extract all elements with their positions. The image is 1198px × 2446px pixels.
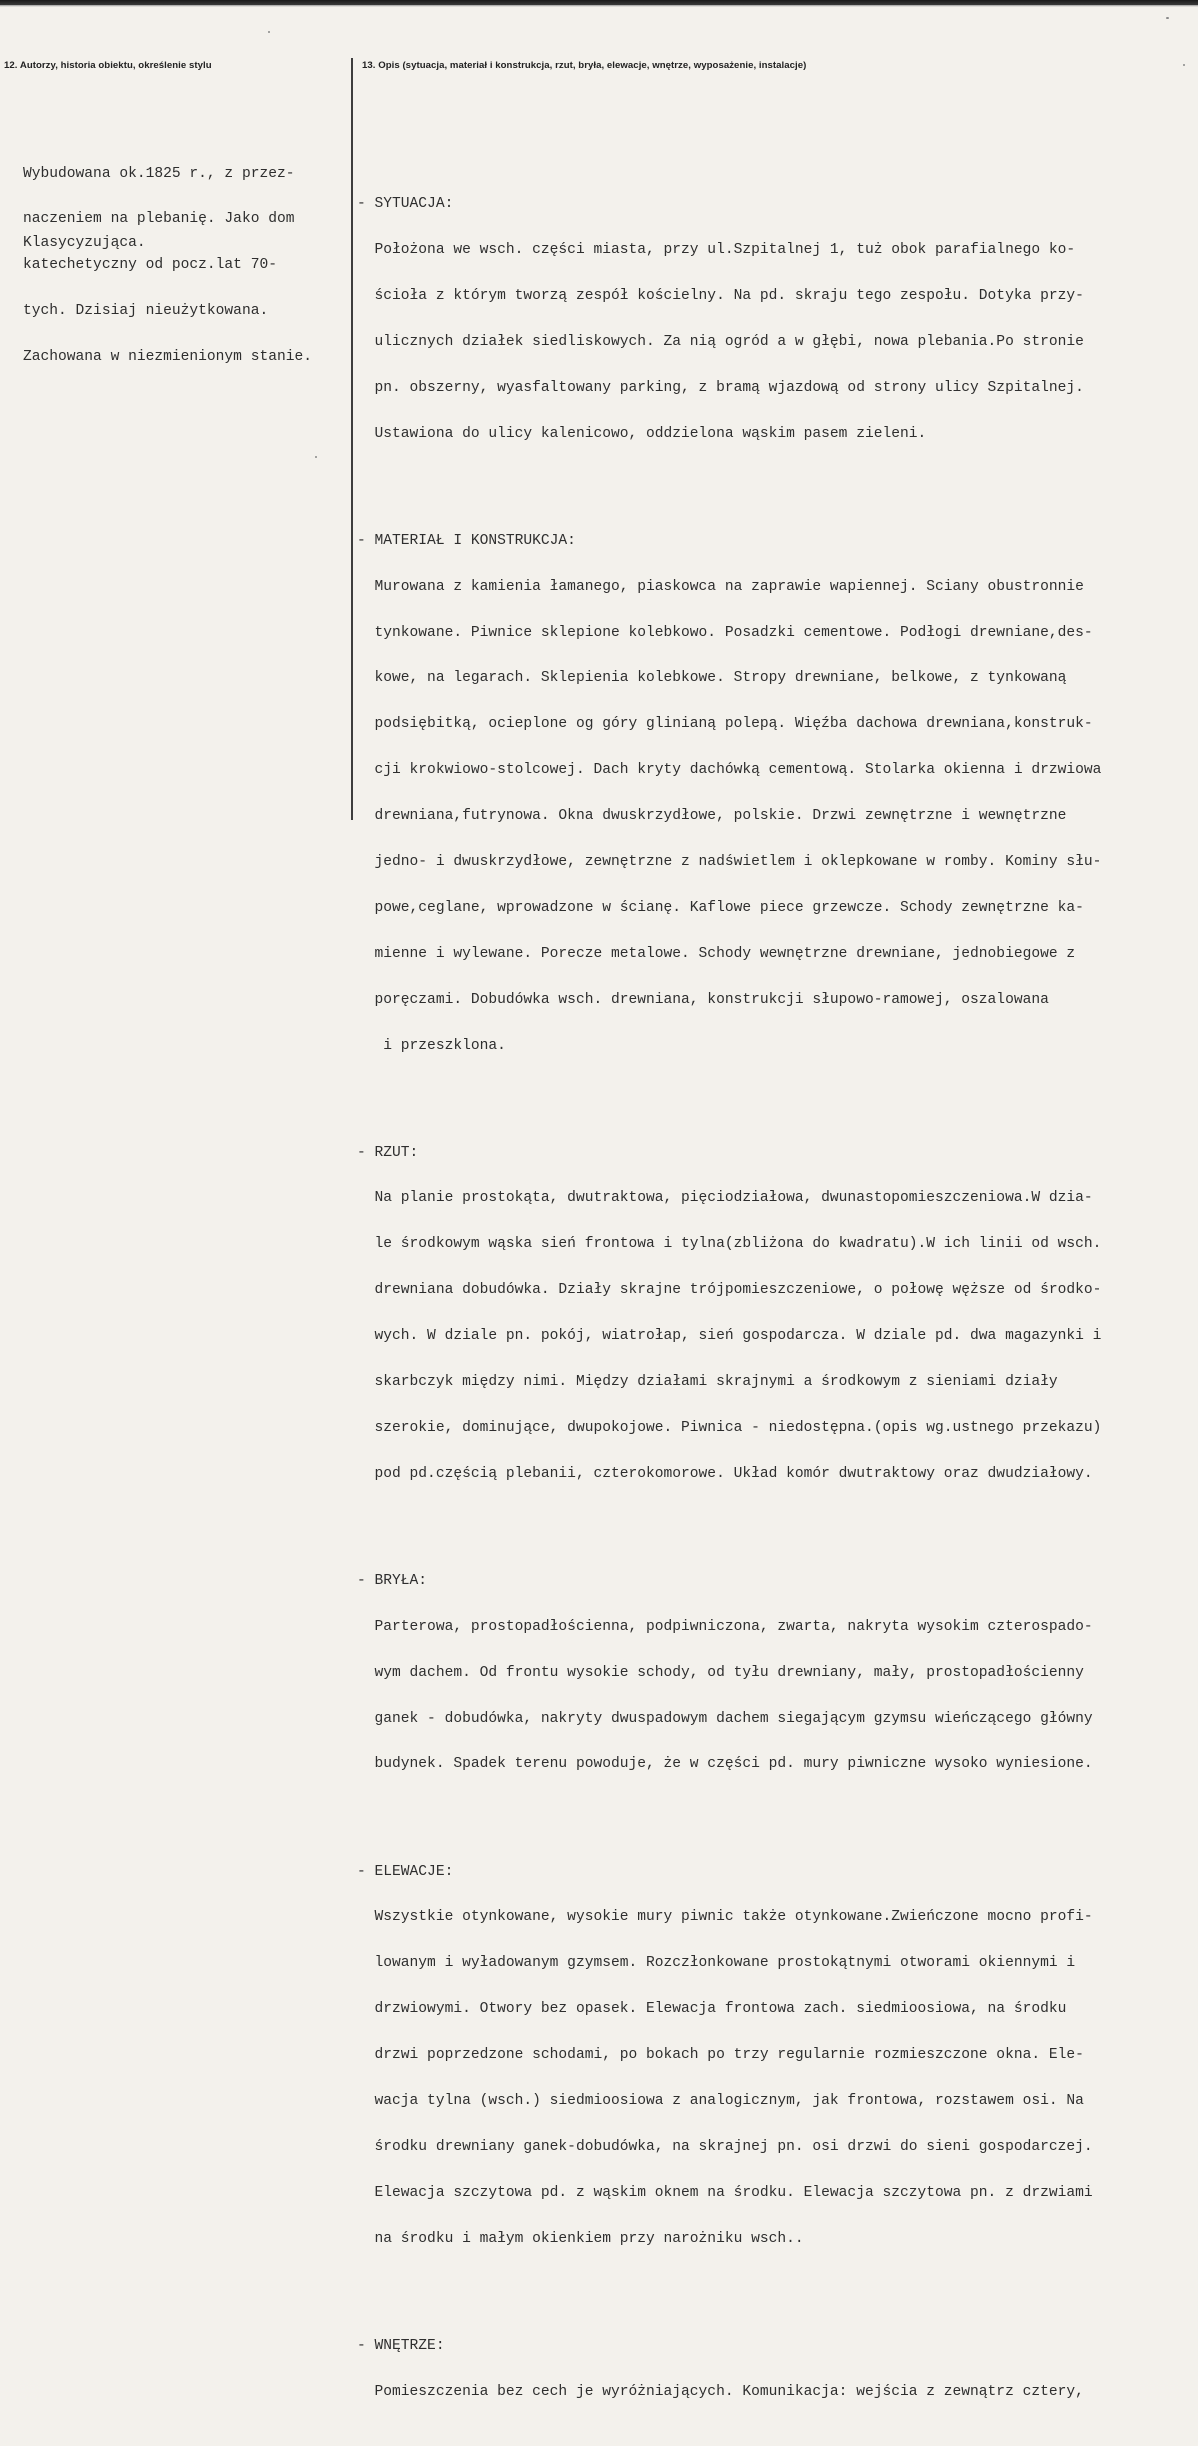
section-line: powe,ceglane, wprowadzone w ścianę. Kaflowe piece grzewcze. Schody zewnętrzne ka- (357, 899, 1084, 916)
section-sytuacja (357, 167, 1198, 473)
section-elewacje (357, 1834, 1198, 2278)
section-line: szerokie, dominujące, dwupokojowe. Piwnica - niedostępna.(opis wg.ustnego przekazu) (357, 1419, 1102, 1436)
section-material (357, 503, 1198, 1084)
section-line: Wszystkie otynkowane, wysokie mury piwnic także otynkowane.Zwieńczone mocno profi- (357, 1909, 1093, 1926)
section-heading: - ELEWACJE: (357, 1863, 454, 1880)
section-line: i przeszklona. (357, 1037, 506, 1054)
section-line: tynkowane. Piwnice sklepione kolebkowo. Posadzki cementowe. Podłogi drewniane,des- (357, 624, 1093, 641)
section-line: podsiębitką, ocieplone og góry glinianą polepą. Więźba dachowa drewniana,konstruk- (357, 716, 1093, 733)
object-history (23, 136, 312, 381)
section-heading: - BRYŁA: (357, 1572, 428, 1589)
history-line: Wybudowana ok.1825 r., z przez- (23, 165, 295, 182)
section-line: kowe, na legarach. Sklepienia kolebkowe. Stropy drewniane, belkowe, z tynkowaną (357, 670, 1067, 687)
scan-speck (1183, 64, 1185, 66)
section-rzut (357, 1115, 1198, 1513)
style-label: Klasycyzująca. (23, 235, 146, 251)
section-line: budynek. Spadek terenu powoduje, że w części pd. mury piwniczne wysoko wyniesione. (357, 1756, 1093, 1773)
section-line: Murowana z kamienia łamanego, piaskowca na zaprawie wapiennej. Sciany obustronnie (357, 578, 1084, 595)
history-line: naczeniem na plebanię. Jako dom (23, 211, 295, 228)
section-line: lowanym i wyładowanym gzymsem. Rozczłonkowane prostokątnymi otworami okiennymi i (357, 1955, 1076, 1972)
section-line: wych. W dziale pn. pokój, wiatrołap, sień gospodarcza. W dziale pd. dwa magazynki i (357, 1328, 1102, 1345)
scan-speck (1166, 17, 1169, 19)
section-line: poręczami. Dobudówka wsch. drewniana, konstrukcji słupowo-ramowej, oszalowana (357, 991, 1049, 1008)
section-line: Parterowa, prostopadłościenna, podpiwniczona, zwarta, nakryta wysokim czterospado- (357, 1618, 1093, 1635)
section-line: drzwiowymi. Otwory bez opasek. Elewacja frontowa zach. siedmioosiowa, na środku (357, 2001, 1067, 2018)
section-line: ganek - dobudówka, nakryty dwuspadowym dachem siegającym gzymsu wieńczącego główny (357, 1710, 1093, 1727)
section-line: drewniana dobudówka. Działy skrajne trójpomieszczeniowe, o połowę węższe od środko- (357, 1282, 1102, 1299)
section-line: Ustawiona do ulicy kalenicowo, oddzielona wąskim pasem zieleni. (357, 425, 927, 442)
section-line: Położona we wsch. części miasta, przy ul.Szpitalnej 1, tuż obok parafialnego ko- (357, 242, 1076, 259)
history-line: tych. Dzisiaj nieużytkowana. (23, 303, 269, 320)
section-line: le środkowym wąska sień frontowa i tylna(zbliżona do kwadratu).W ich linii od wsch. (357, 1236, 1102, 1253)
scan-edge-top (0, 0, 1198, 5)
description-column (357, 136, 1198, 2446)
section-bryla (357, 1543, 1198, 1803)
section-line: pod pd.częścią plebanii, czterokomorowe. Układ komór dwutraktowy oraz dwudziałowy. (357, 1465, 1093, 1482)
section-wnetrze (357, 2308, 1198, 2430)
section-line: drewniana,futrynowa. Okna dwuskrzydłowe, polskie. Drzwi zewnętrzne i wewnętrzne (357, 808, 1067, 825)
section-13-header: 13. Opis (sytuacja, materiał i konstrukcja, rzut, bryła, elewacje, wnętrze, wyposażenie, instalacje) (362, 60, 807, 71)
section-line: Elewacja szczytowa pd. z wąskim oknem na środku. Elewacja szczytowa pn. z drzwiami (357, 2184, 1093, 2201)
section-line: jedno- i dwuskrzydłowe, zewnętrzne z nadświetlem i oklepkowane w romby. Kominy słu- (357, 853, 1102, 870)
scan-speck (315, 456, 317, 458)
history-line: Zachowana w niezmienionym stanie. (23, 349, 313, 366)
section-line: środku drewniany ganek-dobudówka, na skrajnej pn. osi drzwi do sieni gospodarczej. (357, 2138, 1093, 2155)
section-12-header: 12. Autorzy, historia obiektu, określenie stylu (4, 60, 212, 71)
section-line: na środku i małym okienkiem przy narożniku wsch.. (357, 2230, 804, 2247)
history-line: katechetyczny od pocz.lat 70- (23, 257, 277, 274)
section-line: wym dachem. Od frontu wysokie schody, od tyłu drewniany, mały, prostopadłościenny (357, 1664, 1084, 1681)
section-line: mienne i wylewane. Porecze metalowe. Schody wewnętrzne drewniane, jednobiegowe z (357, 945, 1076, 962)
section-line: Pomieszczenia bez cech je wyróżniających. Komunikacja: wejścia z zewnątrz cztery, (357, 2383, 1084, 2400)
section-line: ścioła z którym tworzą zespół kościelny. Na pd. skraju tego zespołu. Dotyka przy- (357, 287, 1084, 304)
section-line: skarbczyk między nimi. Między działami skrajnymi a środkowym z sieniami działy (357, 1374, 1058, 1391)
section-line: pn. obszerny, wyasfaltowany parking, z bramą wjazdową od strony ulicy Szpitalnej. (357, 379, 1084, 396)
section-line: Na planie prostokąta, dwutraktowa, pięciodziałowa, dwunastopomieszczeniowa.W dzia- (357, 1190, 1093, 1207)
section-heading: - RZUT: (357, 1144, 419, 1161)
section-heading: - WNĘTRZE: (357, 2337, 445, 2354)
section-line: drzwi poprzedzone schodami, po bokach po trzy regularnie rozmieszczone okna. Ele- (357, 2047, 1084, 2064)
section-line: wacja tylna (wsch.) siedmioosiowa z analogicznym, jak frontowa, rozstawem osi. Na (357, 2093, 1084, 2109)
section-heading: - SYTUACJA: (357, 196, 454, 213)
section-heading: - MATERIAŁ I KONSTRUKCJA: (357, 532, 576, 549)
scan-speck (268, 31, 270, 33)
section-line: ulicznych działek siedliskowych. Za nią ogród a w głębi, nowa plebania.Po stronie (357, 333, 1084, 350)
section-line: cji krokwiowo-stolcowej. Dach kryty dachówką cementową. Stolarka okienna i drzwiowa (357, 762, 1102, 779)
column-divider (351, 58, 353, 820)
